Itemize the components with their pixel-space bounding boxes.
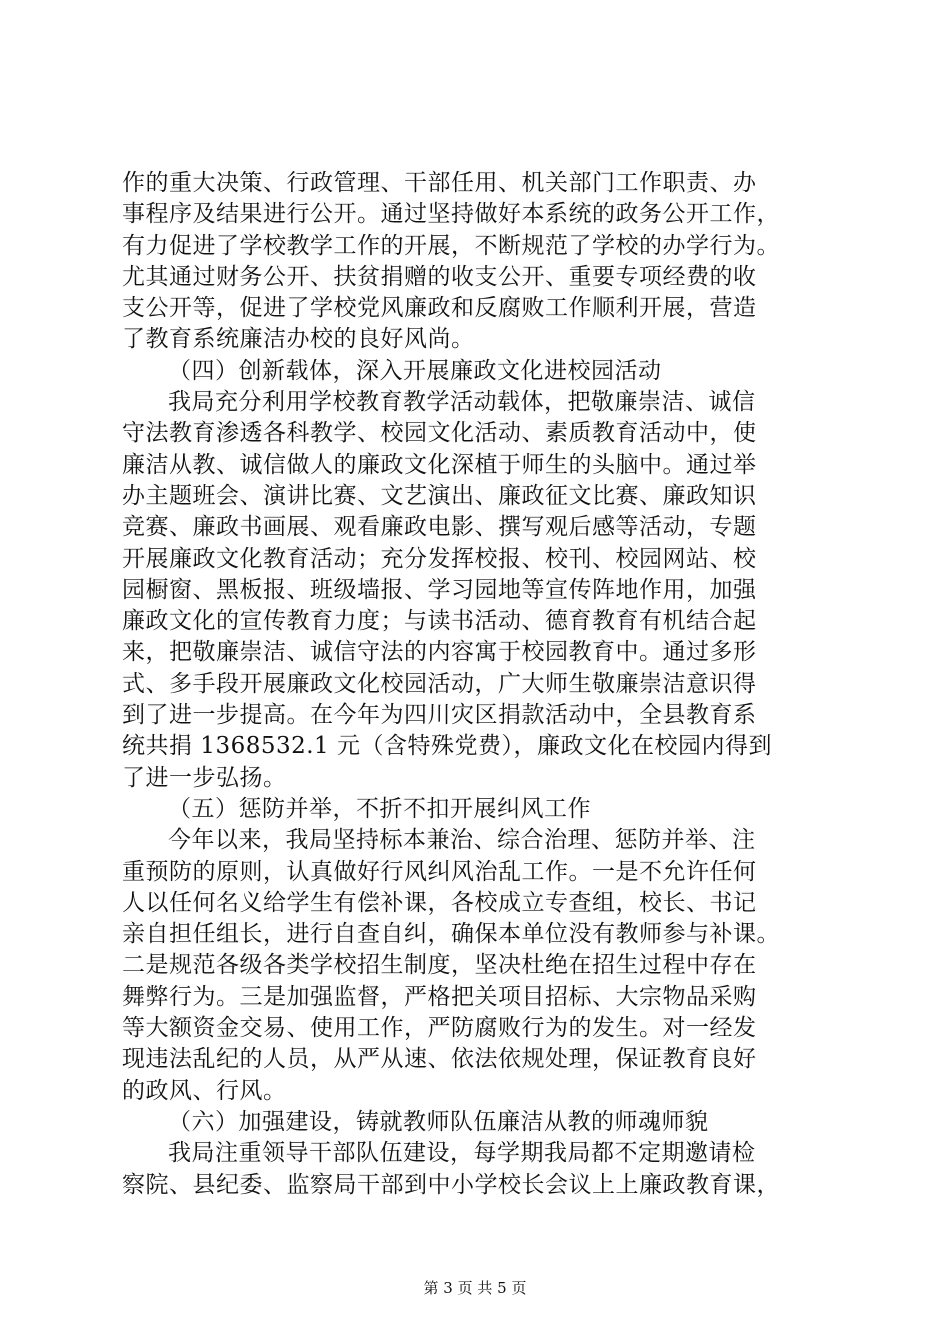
text-line: 事程序及结果进行公开。通过坚持做好本系统的政务公开工作， (122, 201, 780, 228)
text-line: 支公开等，促进了学校党风廉政和反腐败工作顺利开展，营造 (122, 295, 757, 322)
text-line: 廉政文化的宣传教育力度；与读书活动、德育教育有机结合起 (122, 608, 757, 635)
section-heading: （六）加强建设，铸就教师队伍廉洁从教的师魂师貌 (168, 1108, 709, 1135)
text-line: 今年以来，我局坚持标本兼治、综合治理、惩防并举、注 (168, 827, 756, 854)
text-line: 等大额资金交易、使用工作，严防腐败行为的发生。对一经发 (122, 1015, 757, 1042)
text-line: 尤其通过财务公开、扶贫捐赠的收支公开、重要专项经费的收 (122, 263, 757, 290)
text-line: 廉洁从教、诚信做人的廉政文化深植于师生的头脑中。通过举 (122, 451, 757, 478)
text-line: 的政风、行风。 (122, 1077, 287, 1104)
text-line: 有力促进了学校教学工作的开展，不断规范了学校的办学行为。 (122, 232, 780, 259)
text-line: 重预防的原则，认真做好行风纠风治乱工作。一是不允许任何 (122, 858, 757, 885)
text-line: 竞赛、廉政书画展、观看廉政电影、撰写观后感等活动，专题 (122, 514, 757, 541)
text-line: 二是规范各级各类学校招生制度，坚决杜绝在招生过程中存在 (122, 952, 757, 979)
text-line: 亲自担任组长，进行自查自纠，确保本单位没有教师参与补课。 (122, 921, 780, 948)
section-heading: （四）创新载体，深入开展廉政文化进校园活动 (168, 357, 662, 384)
text-line: 人以任何名义给学生有偿补课，各校成立专查组，校长、书记 (122, 889, 757, 916)
text-line: 开展廉政文化教育活动；充分发挥校报、校刊、校园网站、校 (122, 545, 757, 572)
text-line: 园橱窗、黑板报、班级墙报、学习园地等宣传阵地作用，加强 (122, 576, 757, 603)
text-line: 守法教育渗透各科教学、校园文化活动、素质教育活动中，使 (122, 420, 757, 447)
text-line: 我局注重领导干部队伍建设，每学期我局都不定期邀请检 (168, 1140, 756, 1167)
section-heading: （五）惩防并举，不折不扣开展纠风工作 (168, 795, 591, 822)
document-body (122, 168, 842, 1201)
text-line: 我局充分利用学校教育教学活动载体，把敬廉崇洁、诚信 (168, 389, 756, 416)
text-line: 了进一步弘扬。 (122, 764, 287, 791)
text-line: 到了进一步提高。在今年为四川灾区捐款活动中，全县教育系 (122, 702, 757, 729)
text-line: 统共捐 1368532.1 元（含特殊党费），廉政文化在校园内得到 (122, 733, 772, 760)
text-line: 察院、县纪委、监察局干部到中小学校长会议上上廉政教育课， (122, 1171, 780, 1198)
text-line: 了教育系统廉洁办校的良好风尚。 (122, 326, 475, 353)
text-line: 来，把敬廉崇洁、诚信守法的内容寓于校园教育中。通过多形 (122, 639, 757, 666)
text-line: 式、多手段开展廉政文化校园活动，广大师生敬廉崇洁意识得 (122, 670, 757, 697)
page-footer: 第 3 页 共 5 页 (423, 1279, 527, 1297)
text-line: 舞弊行为。三是加强监督，严格把关项目招标、大宗物品采购 (122, 983, 757, 1010)
text-line: 现违法乱纪的人员，从严从速、依法依规处理，保证教育良好 (122, 1046, 757, 1073)
text-line: 作的重大决策、行政管理、干部任用、机关部门工作职责、办 (122, 170, 757, 196)
text-line: 办主题班会、演讲比赛、文艺演出、廉政征文比赛、廉政知识 (122, 482, 757, 509)
